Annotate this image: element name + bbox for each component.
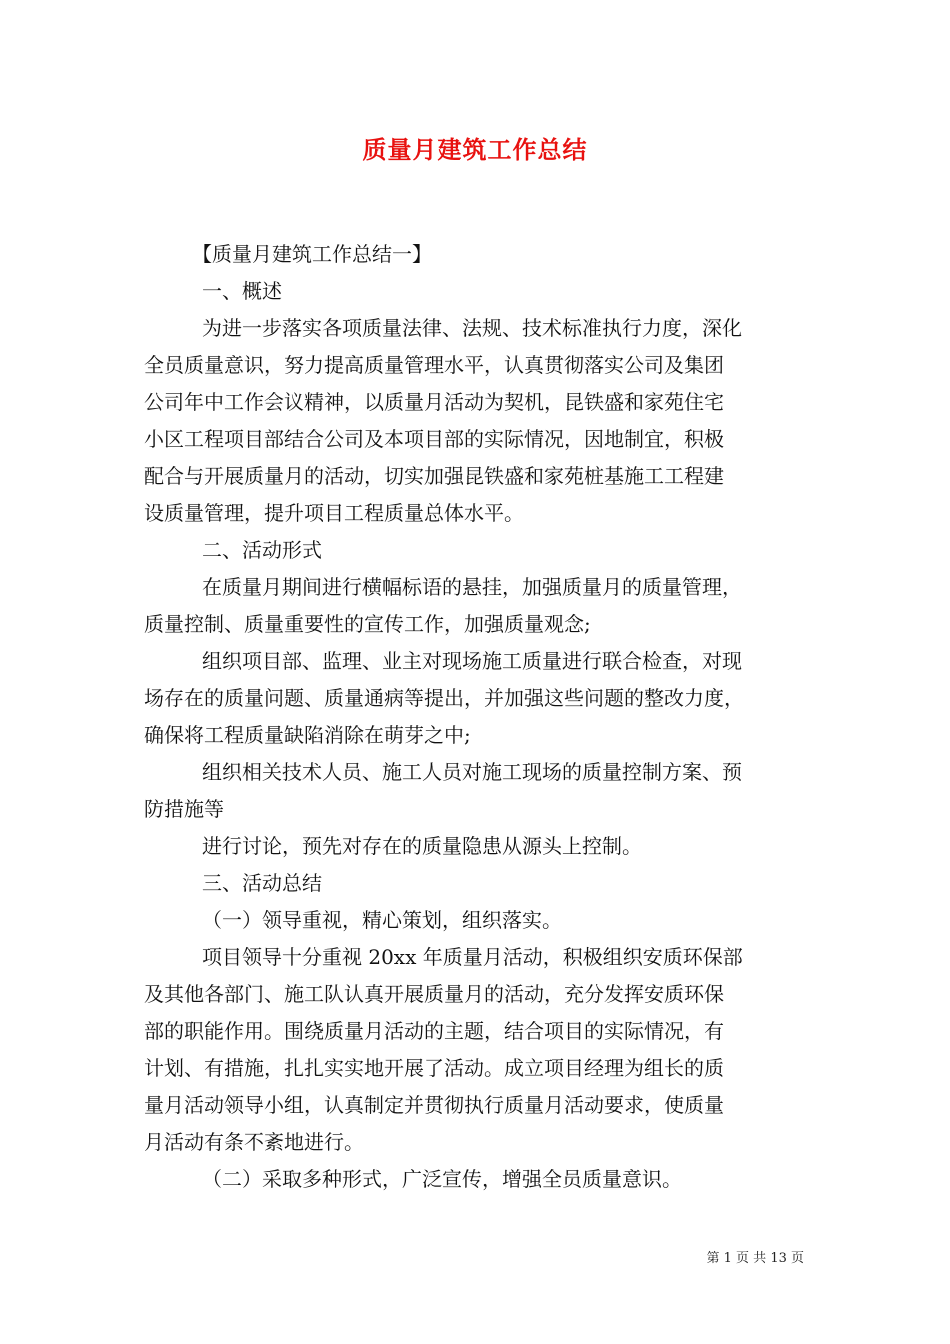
text-line: 设质量管理，提升项目工程质量总体水平。 (144, 501, 524, 525)
text-line: 量月活动领导小组，认真制定并贯彻执行质量月活动要求，使质量 (144, 1093, 724, 1117)
text-line: 计划、有措施，扎扎实实地开展了活动。成立项目经理为组长的质 (144, 1056, 724, 1080)
subheading: 三、活动总结 (202, 871, 322, 895)
text-line: 在质量月期间进行横幅标语的悬挂，加强质量月的质量管理， (202, 575, 742, 599)
document-title: 质量月建筑工作总结 (362, 136, 588, 164)
text-line: 小区工程项目部结合公司及本项目部的实际情况，因地制宜，积极 (144, 427, 724, 451)
text-line: 进行讨论，预先对存在的质量隐患从源头上控制。 (202, 834, 642, 858)
text-line: 项目领导十分重视 20xx 年质量月活动，积极组织安质环保部 (202, 945, 743, 969)
subheading: （二）采取多种形式，广泛宣传，增强全员质量意识。 (202, 1167, 682, 1191)
document-body (144, 236, 814, 1198)
text-line: 确保将工程质量缺陷消除在萌芽之中; (144, 723, 471, 747)
page-number: 第 1 页 共 13 页 (706, 1251, 804, 1266)
text-line: 组织相关技术人员、施工人员对施工现场的质量控制方案、预 (202, 760, 742, 784)
section-heading: 【质量月建筑工作总结一】 (192, 242, 432, 266)
text-line: 部的职能作用。围绕质量月活动的主题，结合项目的实际情况，有 (144, 1019, 724, 1043)
text-line: 公司年中工作会议精神，以质量月活动为契机，昆铁盛和家苑住宅 (144, 390, 724, 414)
text-line: 组织项目部、监理、业主对现场施工质量进行联合检查，对现 (202, 649, 742, 673)
text-line: 全员质量意识，努力提高质量管理水平，认真贯彻落实公司及集团 (144, 353, 724, 377)
text-line: 及其他各部门、施工队认真开展质量月的活动，充分发挥安质环保 (144, 982, 724, 1006)
text-line: 配合与开展质量月的活动，切实加强昆铁盛和家苑桩基施工工程建 (144, 464, 724, 488)
text-line: 月活动有条不紊地进行。 (144, 1130, 364, 1154)
subheading: 一、概述 (202, 279, 282, 303)
text-line: 为进一步落实各项质量法律、法规、技术标准执行力度，深化 (202, 316, 742, 340)
subheading: 二、活动形式 (202, 538, 322, 562)
text-line: 场存在的质量问题、质量通病等提出，并加强这些问题的整改力度， (144, 686, 744, 710)
text-line: 防措施等 (144, 797, 224, 821)
subheading: （一）领导重视，精心策划，组织落实。 (202, 908, 562, 932)
text-line: 质量控制、质量重要性的宣传工作，加强质量观念; (144, 612, 591, 636)
